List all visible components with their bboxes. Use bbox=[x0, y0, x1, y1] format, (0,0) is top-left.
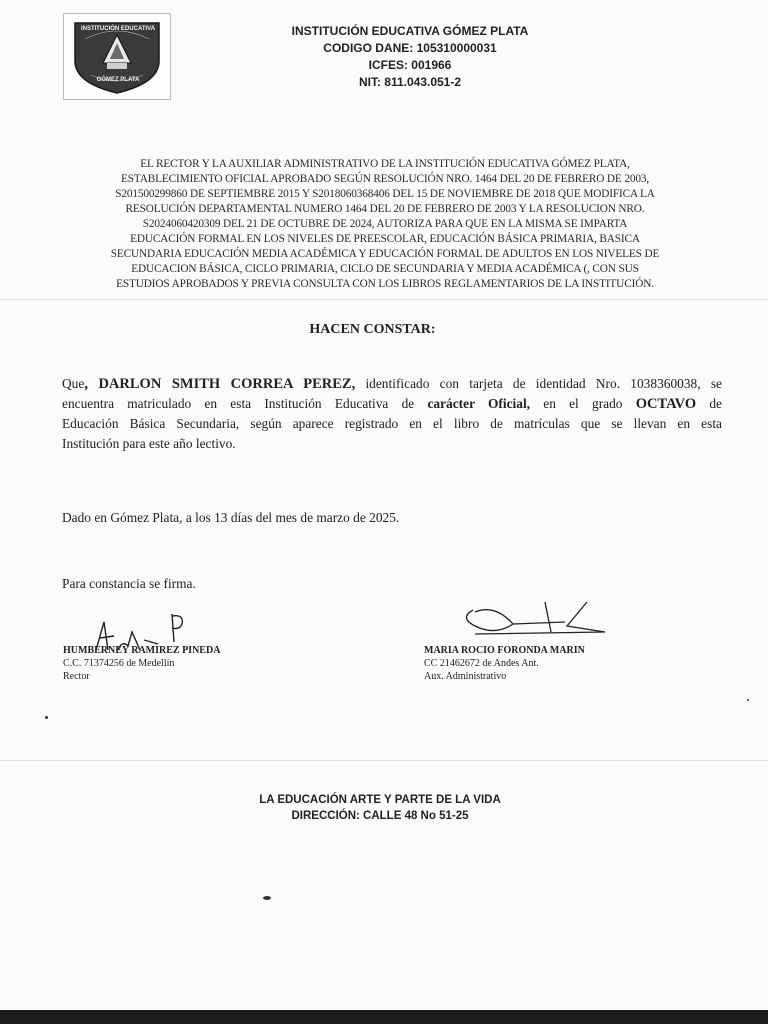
dane-code: CODIGO DANE: 105310000031 bbox=[323, 41, 497, 55]
paper-speck bbox=[45, 716, 48, 719]
institution-name: INSTITUCIÓN EDUCATIVA GÓMEZ PLATA bbox=[291, 24, 529, 38]
scan-border bbox=[0, 1010, 768, 1024]
aux-name: MARIA ROCIO FORONDA MARIN bbox=[424, 645, 585, 656]
body-line-3: Educación Básica Secundaria, según aparece registrado en el libro de matrículas que se llevan en esta bbox=[62, 416, 722, 431]
preamble-line: EDUCACIÓN FORMAL EN LOS NIVELES DE PREESCOLAR, EDUCACIÓN BÁSICA PRIMARIA, BASICA bbox=[130, 233, 640, 245]
preamble-line: RESOLUCIÓN DEPARTAMENTAL NUMERO 1464 DEL 20 DE FEBRERO DE 2003 Y LA RESOLUCION NRO. bbox=[125, 203, 645, 215]
preamble-line: EL RECTOR Y LA AUXILIAR ADMINISTRATIVO DE LA INSTITUCIÓN EDUCATIVA GÓMEZ PLATA, bbox=[140, 158, 630, 170]
document-title: HACEN CONSTAR: bbox=[309, 322, 436, 337]
body-line-4: Institución para este año lectivo. bbox=[62, 436, 236, 451]
body-text: encuentra matriculado en esta Institución Educativa de bbox=[62, 396, 428, 411]
preamble-line: S2024060420309 DEL 21 DE OCTUBRE DE 2024, AUTORIZA PARA QUE EN LA MISMA SE IMPARTA bbox=[142, 218, 628, 230]
rector-role: Rector bbox=[63, 671, 90, 682]
institution-logo bbox=[63, 13, 171, 100]
body-text: identificado con tarjeta de identidad Nro. 1038360038, se bbox=[355, 376, 722, 391]
grade-label: OCTAVO bbox=[635, 396, 697, 412]
body-text: en el grado bbox=[530, 396, 636, 411]
preamble-line: ESTABLECIMIENTO OFICIAL APROBADO SEGÚN RESOLUCIÓN NRO. 1464 DEL 20 DE FEBRERO DE 2003, bbox=[120, 173, 650, 185]
paper-fold bbox=[0, 299, 768, 300]
body-line-1 bbox=[62, 374, 722, 395]
aux-role: Aux. Administrativo bbox=[424, 671, 507, 682]
preamble-line: ESTUDIOS APROBADOS Y PREVIA CONSULTA CON LOS LIBROS REGLAMENTARIOS DE LA INSTITUCIÓN. bbox=[116, 278, 654, 290]
aux-id: CC 21462672 de Andes Ant. bbox=[424, 658, 539, 669]
body-line-2 bbox=[62, 394, 722, 415]
aux-signature-icon bbox=[455, 596, 615, 646]
paper-speck bbox=[747, 699, 749, 701]
footer-address: DIRECCIÓN: CALLE 48 No 51-25 bbox=[291, 810, 469, 822]
footer-motto: LA EDUCACIÓN ARTE Y PARTE DE LA VIDA bbox=[259, 794, 501, 806]
student-name: , DARLON SMITH CORREA PEREZ, bbox=[84, 376, 356, 392]
body-text: Que bbox=[62, 376, 85, 391]
rector-name: HUMBERNEY RAMIREZ PINEDA bbox=[63, 645, 221, 656]
preamble-line: S201500299860 DE SEPTIEMBRE 2015 Y S2018060368406 DEL 15 DE NOVIEMBRE DE 2018 QUE MODIFICA LA bbox=[115, 188, 655, 200]
logo-arc-text: INSTITUCIÓN EDUCATIVA bbox=[80, 26, 156, 32]
icfes-code: ICFES: 001966 bbox=[368, 58, 452, 72]
preamble-line: SECUNDARIA EDUCACIÓN MEDIA ACADÉMICA Y EDUCACIÓN FORMAL DE ADULTOS EN LOS NIVELES DE bbox=[110, 248, 660, 260]
issue-date-line: Dado en Gómez Plata, a los 13 días del mes de marzo de 2025. bbox=[62, 510, 400, 525]
rector-id: C.C. 71374256 de Medellín bbox=[63, 658, 175, 669]
signature-intro: Para constancia se firma. bbox=[62, 576, 196, 591]
paper-fold bbox=[0, 760, 768, 761]
paper-speck bbox=[263, 896, 271, 900]
preamble-line: EDUCACION BÁSICA, CICLO PRIMARIA, CICLO DE SECUNDARIA Y MEDIA ACADÉMICA (, CON SUS bbox=[131, 263, 639, 275]
logo-bottom-text: GÓMEZ PLATA bbox=[96, 77, 140, 83]
nit-number: NIT: 811.043.051-2 bbox=[358, 75, 462, 89]
character-official: carácter Oficial, bbox=[427, 396, 531, 411]
body-text: de bbox=[696, 396, 722, 411]
